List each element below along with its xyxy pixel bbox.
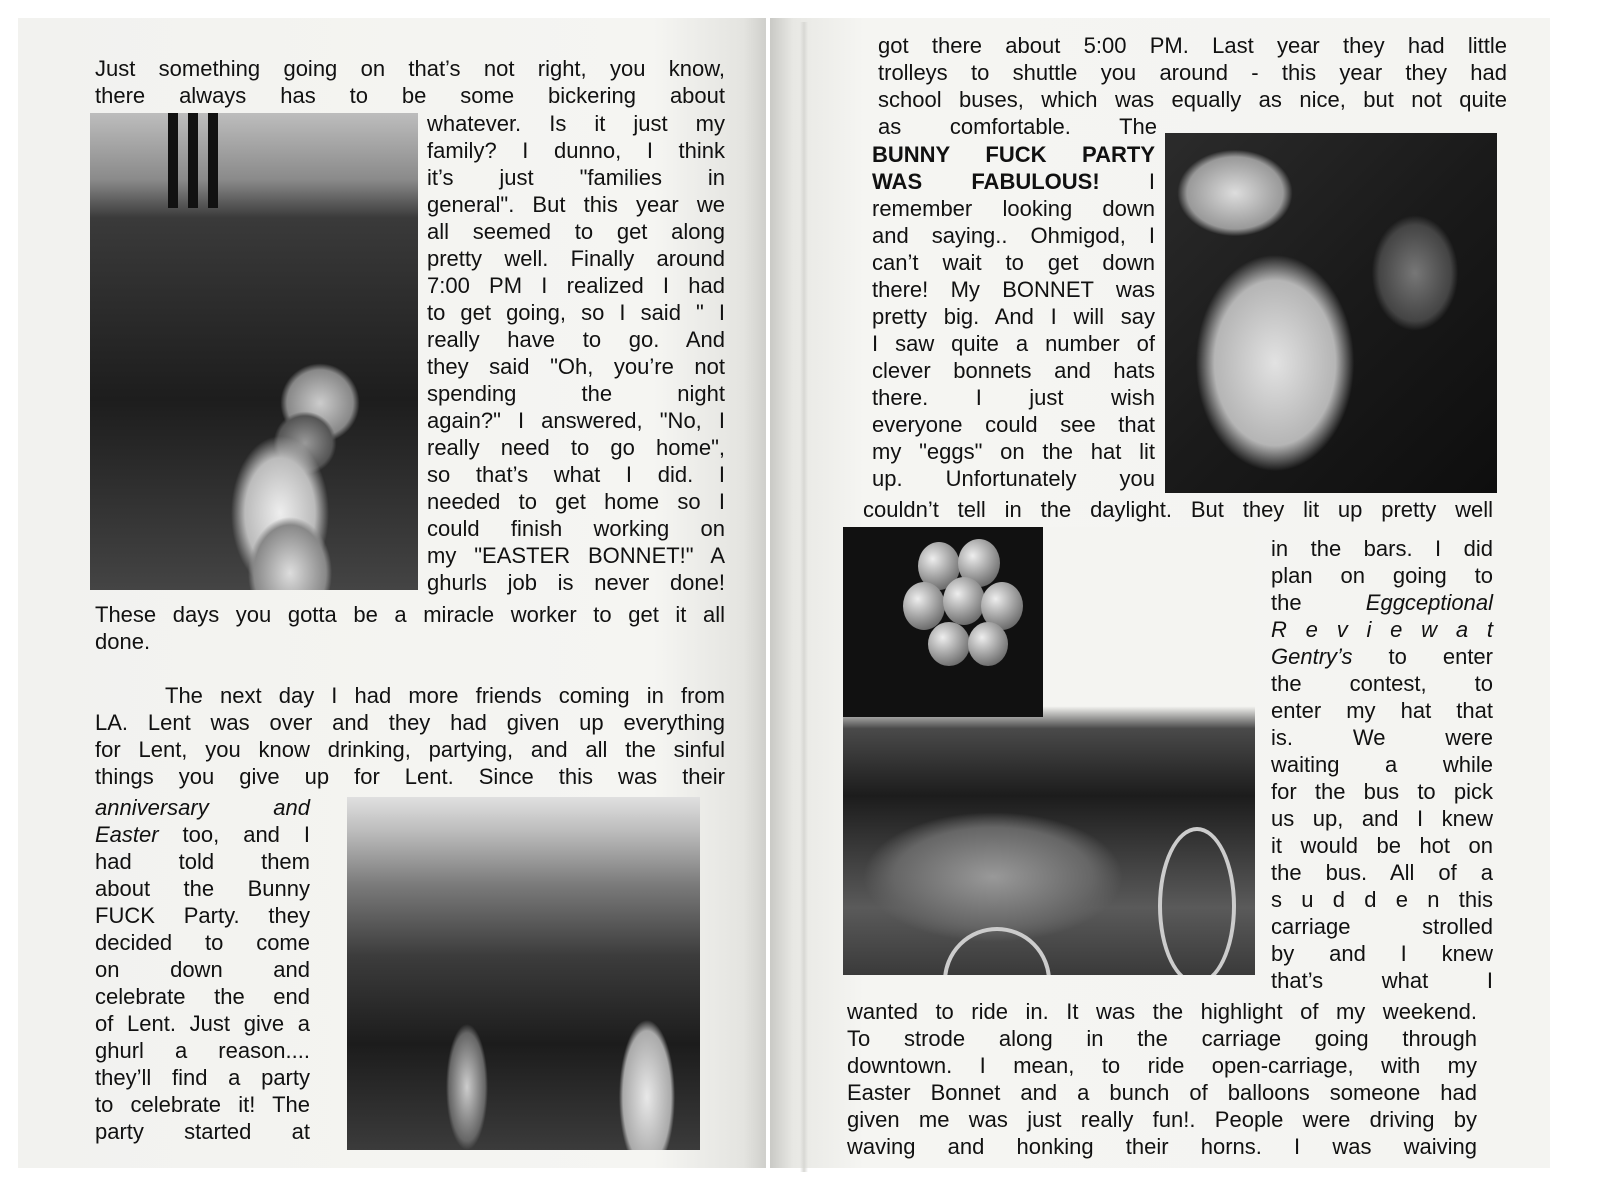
text-line: of Lent. Just give a	[95, 1011, 310, 1036]
text-line: to get going, so I said " I	[427, 300, 725, 325]
text-line	[1271, 616, 1493, 643]
right-top-text	[878, 32, 1507, 140]
text-line: ghurls job is never done!	[427, 570, 725, 595]
photo-carriage-with-balloons	[843, 527, 1255, 975]
text-line: These days you gotta be a miracle worker to get it all	[95, 602, 725, 627]
balloon	[968, 622, 1008, 666]
text-line: there! My BONNET was	[872, 277, 1155, 302]
text-line: again?" I answered, "No, I	[427, 408, 725, 433]
balloon	[943, 577, 985, 625]
left-text-beside-photo	[427, 110, 725, 596]
balloon	[903, 582, 945, 630]
text-line: spending the night	[427, 381, 725, 406]
photo-detail	[208, 113, 218, 208]
text-line: s u d d e n this	[1271, 887, 1493, 912]
text-line: trolleys to shuttle you around - this year they had	[878, 60, 1507, 85]
text-line: given me was just really fun!. People were driving by	[847, 1107, 1477, 1132]
text-line: school buses, which was equally as nice, but not quite	[878, 87, 1507, 112]
right-bottom-text	[847, 998, 1477, 1160]
text-line	[1271, 643, 1493, 670]
left-paragraph-next-day	[95, 682, 725, 790]
text-line: all seemed to get along	[427, 219, 725, 244]
text-segment: Gentry’s	[1271, 644, 1353, 669]
text-line: couldn’t tell in the daylight. But they lit up pretty well	[863, 497, 1493, 522]
text-line: LA. Lent was over and they had given up everything	[95, 710, 725, 735]
photo-crowd-at-party	[347, 797, 700, 1150]
carriage-wheel	[1158, 827, 1236, 975]
text-line: ghurl a reason....	[95, 1038, 310, 1063]
text-line: 7:00 PM I realized I had	[427, 273, 725, 298]
text-line: us up, and I knew	[1271, 806, 1493, 831]
text-line: To strode along in the carriage going through	[847, 1026, 1477, 1051]
text-line: got there about 5:00 PM. Last year they had little	[878, 33, 1507, 58]
balloon	[928, 622, 970, 666]
text-line: the contest, to	[1271, 671, 1493, 696]
text-line: whatever. Is it just my	[427, 111, 725, 136]
text-line: waving and honking their horns. I was waiving	[847, 1134, 1477, 1159]
text-line: my "EASTER BONNET!" A	[427, 543, 725, 568]
text-line: clever bonnets and hats	[872, 358, 1155, 383]
text-line: in the bars. I did	[1271, 536, 1493, 561]
text-line: there. I just wish	[872, 385, 1155, 410]
text-line: pretty well. Finally around	[427, 246, 725, 271]
text-segment: R e v i e w a t	[1271, 617, 1493, 642]
text-line: is. We were	[1271, 725, 1493, 750]
text-line: done.	[95, 629, 151, 654]
text-segment: I	[1099, 169, 1155, 194]
right-column-text	[872, 141, 1155, 492]
text-line: carriage strolled	[1271, 914, 1493, 939]
photo-detail	[188, 113, 198, 208]
text-line: general". But this year we	[427, 192, 725, 217]
page-gutter	[800, 22, 808, 1172]
text-line: Just something going on that’s not right, you know,	[95, 56, 725, 81]
text-segment: Eggceptional	[1365, 590, 1493, 615]
text-line	[1271, 589, 1493, 616]
text-line: they said "Oh, you’re not	[427, 354, 725, 379]
text-line: decided to come	[95, 930, 310, 955]
text-line: it’s just "families in	[427, 165, 725, 190]
text-line: wanted to ride in. It was the highlight of my weekend.	[847, 999, 1477, 1024]
text-line: that’s what I	[1271, 968, 1493, 993]
text-line: really have to go. And	[427, 327, 725, 352]
text-line: had told them	[95, 849, 310, 874]
text-line: so that’s what I did. I	[427, 462, 725, 487]
text-line: and saying.. Ohmigod, I	[872, 223, 1155, 248]
photo-person-in-easter-bonnet	[90, 113, 418, 590]
text-line: about the Bunny	[95, 876, 310, 901]
text-line: family? I dunno, I think	[427, 138, 725, 163]
carriage-wheel	[943, 927, 1051, 975]
text-line: my "eggs" on the hat lit	[872, 439, 1155, 464]
text-segment: Easter	[95, 822, 159, 847]
text-line	[872, 141, 1155, 168]
text-line: FUCK Party. they	[95, 903, 310, 928]
right-column-text-2	[1271, 535, 1493, 994]
text-line: as comfortable. The	[878, 114, 1157, 139]
text-line: remember looking down	[872, 196, 1155, 221]
text-line: can’t wait to get down	[872, 250, 1155, 275]
text-segment: to enter	[1352, 644, 1493, 669]
text-line: it would be hot on	[1271, 833, 1493, 858]
right-full-width-text	[863, 496, 1493, 523]
text-line: really need to go home",	[427, 435, 725, 460]
text-line: there always has to be some bickering about	[95, 83, 725, 108]
text-segment: too, and I	[158, 822, 310, 847]
text-line: enter my hat that	[1271, 698, 1493, 723]
text-line: everyone could see that	[872, 412, 1155, 437]
left-column-text	[95, 794, 310, 1145]
text-line: by and I knew	[1271, 941, 1493, 966]
text-line: could finish working on	[427, 516, 725, 541]
text-line: celebrate the end	[95, 984, 310, 1009]
text-line: I saw quite a number of	[872, 331, 1155, 356]
text-line: waiting a while	[1271, 752, 1493, 777]
photo-bunny-costume-kiss	[1165, 133, 1497, 493]
text-line: to celebrate it! The	[95, 1092, 310, 1117]
text-segment: WAS FABULOUS!	[872, 169, 1100, 194]
text-line: party started at	[95, 1119, 310, 1144]
text-line: things you give up for Lent. Since this was their	[95, 764, 725, 789]
text-segment: BUNNY FUCK PARTY	[872, 142, 1155, 167]
text-line: for the bus to pick	[1271, 779, 1493, 804]
text-line: on down and	[95, 957, 310, 982]
text-line: downtown. I mean, to ride open-carriage, with my	[847, 1053, 1477, 1078]
left-full-width-text	[95, 601, 725, 655]
text-line: up. Unfortunately you	[872, 466, 1155, 491]
text-segment: anniversary and	[95, 795, 310, 820]
text-line: plan on going to	[1271, 563, 1493, 588]
text-segment: the	[1271, 590, 1366, 615]
text-line	[95, 821, 310, 848]
text-line: needed to get home so I	[427, 489, 725, 514]
text-line: for Lent, you know drinking, partying, and all the sinful	[95, 737, 725, 762]
text-line	[95, 794, 310, 821]
text-line	[872, 168, 1155, 195]
text-line: they’ll find a party	[95, 1065, 310, 1090]
text-line: Easter Bonnet and a bunch of balloons someone had	[847, 1080, 1477, 1105]
text-line: The next day I had more friends coming in from	[165, 683, 725, 708]
text-line: pretty big. And I will say	[872, 304, 1155, 329]
left-top-text	[95, 55, 725, 109]
text-line: the bus. All of a	[1271, 860, 1493, 885]
photo-detail	[168, 113, 178, 208]
